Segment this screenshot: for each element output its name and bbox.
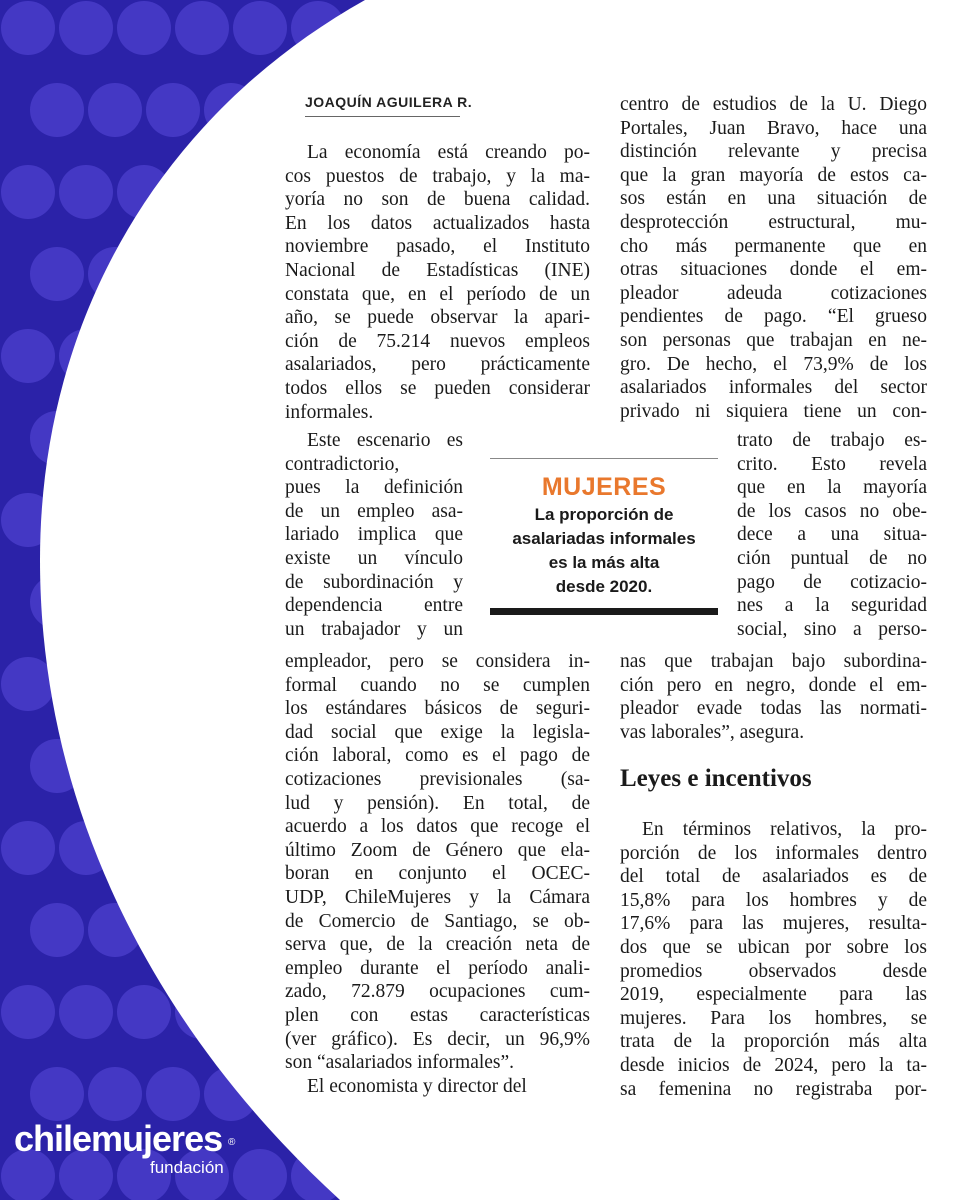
text-line: contradictorio, bbox=[285, 453, 400, 475]
text-line: empleo durante el período anali- bbox=[285, 957, 590, 979]
text-line: La economía está creando po- bbox=[307, 142, 590, 163]
text-line: yoría no son de buena calidad. bbox=[285, 189, 590, 211]
text-line: dependencia entre bbox=[285, 595, 463, 617]
callout-kicker: MUJERES bbox=[541, 473, 667, 501]
text-line: cos puestos de trabajo, y la ma- bbox=[285, 165, 590, 187]
text-line: formal cuando no se cumplen bbox=[285, 674, 590, 696]
text-line: son personas que trabajan en ne- bbox=[620, 330, 927, 351]
text-line: ción pero en negro, donde el em- bbox=[620, 674, 927, 696]
callout-line: La proporción de bbox=[534, 505, 674, 524]
text-line: desprotección estructural, mu- bbox=[620, 212, 927, 233]
text-line: Este escenario es bbox=[307, 430, 463, 451]
text-line: pendientes de pago. “El grueso bbox=[620, 306, 927, 328]
text-line: El economista y director del bbox=[307, 1075, 527, 1097]
text-line: ción puntual de no bbox=[737, 548, 927, 569]
text-line: boran en conjunto el OCEC- bbox=[285, 863, 590, 885]
callout-top-rule bbox=[490, 458, 718, 459]
text-line: porción de los informales dentro bbox=[620, 842, 927, 864]
text-line: ción de 75.214 nuevos empleos bbox=[285, 330, 590, 352]
text-line: nes a la seguridad bbox=[737, 595, 927, 617]
logo-subtitle: fundación bbox=[150, 1158, 224, 1177]
text-line: empleador, pero se considera in- bbox=[285, 651, 590, 672]
callout-bottom-rule bbox=[490, 608, 718, 615]
text-line: asalariados informales del sector bbox=[620, 377, 927, 399]
text-line: todos ellos se pueden considerar bbox=[285, 378, 590, 399]
text-line: dad social que exige la legisla- bbox=[285, 721, 590, 743]
text-line: dos que se ubican por sobre los bbox=[620, 937, 927, 958]
text-line: informales. bbox=[285, 401, 374, 423]
text-line: UDP, ChileMujeres y la Cámara bbox=[285, 887, 590, 908]
callout-line: desde 2020. bbox=[555, 577, 653, 596]
text-line: acuerdo a los datos que recoge el bbox=[285, 816, 590, 838]
text-line: lariado implica que bbox=[285, 524, 463, 546]
text-line: son “asalariados informales”. bbox=[285, 1052, 515, 1074]
text-line: trato de trabajo es- bbox=[737, 430, 927, 451]
text-line: privado ni siquiera tiene un con- bbox=[620, 400, 927, 422]
text-line: En términos relativos, la pro- bbox=[642, 819, 927, 840]
text-line: pleador evade todas las normati- bbox=[620, 698, 927, 720]
text-line: año, se puede observar la apari- bbox=[285, 307, 590, 329]
text-line: pago de cotizacio- bbox=[737, 571, 927, 593]
text-line: ción laboral, como es el pago de bbox=[285, 745, 590, 767]
text-line: lud y pensión). En total, de bbox=[285, 792, 590, 814]
text-line: pues la definición bbox=[285, 477, 463, 499]
text-line: sos están en una situación de bbox=[620, 188, 927, 210]
text-line: 17,6% para las mujeres, resulta- bbox=[620, 913, 927, 935]
byline: JOAQUÍN AGUILERA R. bbox=[305, 94, 473, 110]
logo-wordmark: chilemujeres bbox=[14, 1118, 223, 1159]
text-line: de un empleo asa- bbox=[285, 500, 463, 522]
text-line: último Zoom de Género que ela- bbox=[285, 839, 590, 861]
text-line: 2019, especialmente para las bbox=[620, 984, 927, 1006]
text-line: pleador adeuda cotizaciones bbox=[620, 282, 927, 304]
text-line: existe un vínculo bbox=[285, 548, 463, 569]
text-line: crito. Esto revela bbox=[737, 453, 927, 475]
text-line: de Comercio de Santiago, se ob- bbox=[285, 910, 590, 932]
callout-line: asalariadas informales bbox=[512, 529, 696, 548]
text-line: dece a una situa- bbox=[737, 524, 927, 546]
text-line: que la gran mayoría de estos ca- bbox=[620, 164, 927, 186]
text-line: constata que, en el período de un bbox=[285, 283, 590, 305]
text-line: un trabajador y un bbox=[285, 618, 463, 640]
text-line: serva que, de la creación neta de bbox=[285, 934, 590, 956]
text-line: social, sino a perso- bbox=[737, 618, 927, 640]
text-line: Portales, Juan Bravo, hace una bbox=[620, 117, 927, 139]
text-line: Nacional de Estadísticas (INE) bbox=[285, 260, 590, 281]
callout-line: es la más alta bbox=[548, 553, 660, 572]
text-line: vas laborales”, asegura. bbox=[620, 721, 805, 743]
byline-rule bbox=[305, 116, 460, 117]
text-line: del total de asalariados es de bbox=[620, 866, 927, 888]
text-line: (ver gráfico). Es decir, un 96,9% bbox=[285, 1028, 590, 1050]
text-line: cho más permanente que en bbox=[620, 235, 927, 257]
text-line: zado, 72.879 ocupaciones cum- bbox=[285, 981, 590, 1003]
registered-mark: ® bbox=[228, 1137, 236, 1148]
text-line: En los datos actualizados hasta bbox=[285, 212, 590, 234]
text-line: desde inicios de 2024, pero la ta- bbox=[620, 1055, 927, 1076]
text-line: asalariados, pero prácticamente bbox=[285, 354, 590, 376]
text-line: nas que trabajan bajo subordina- bbox=[620, 651, 927, 672]
text-line: otras situaciones donde el em- bbox=[620, 259, 927, 281]
text-line: de subordinación y bbox=[285, 571, 463, 593]
text-line: mujeres. Para los hombres, se bbox=[620, 1007, 927, 1029]
text-line: centro de estudios de la U. Diego bbox=[620, 94, 927, 115]
text-line: gro. De hecho, el 73,9% de los bbox=[620, 353, 927, 375]
text-line: de los casos no obe- bbox=[737, 500, 927, 522]
text-line: trata de la proporción más alta bbox=[620, 1031, 927, 1053]
text-line: 15,8% para los hombres y de bbox=[620, 889, 927, 911]
text-line: cotizaciones previsionales (sa- bbox=[285, 769, 590, 790]
text-line: los estándares básicos de seguri- bbox=[285, 698, 590, 720]
text-line: sa femenina no registraba por- bbox=[620, 1078, 927, 1100]
section-heading: Leyes e incentivos bbox=[620, 765, 812, 792]
text-line: plen con estas características bbox=[285, 1005, 590, 1026]
text-line: promedios observados desde bbox=[620, 960, 927, 982]
text-line: noviembre pasado, el Instituto bbox=[285, 236, 590, 258]
text-line: que en la mayoría bbox=[737, 477, 927, 499]
text-line: distinción relevante y precisa bbox=[620, 141, 927, 163]
